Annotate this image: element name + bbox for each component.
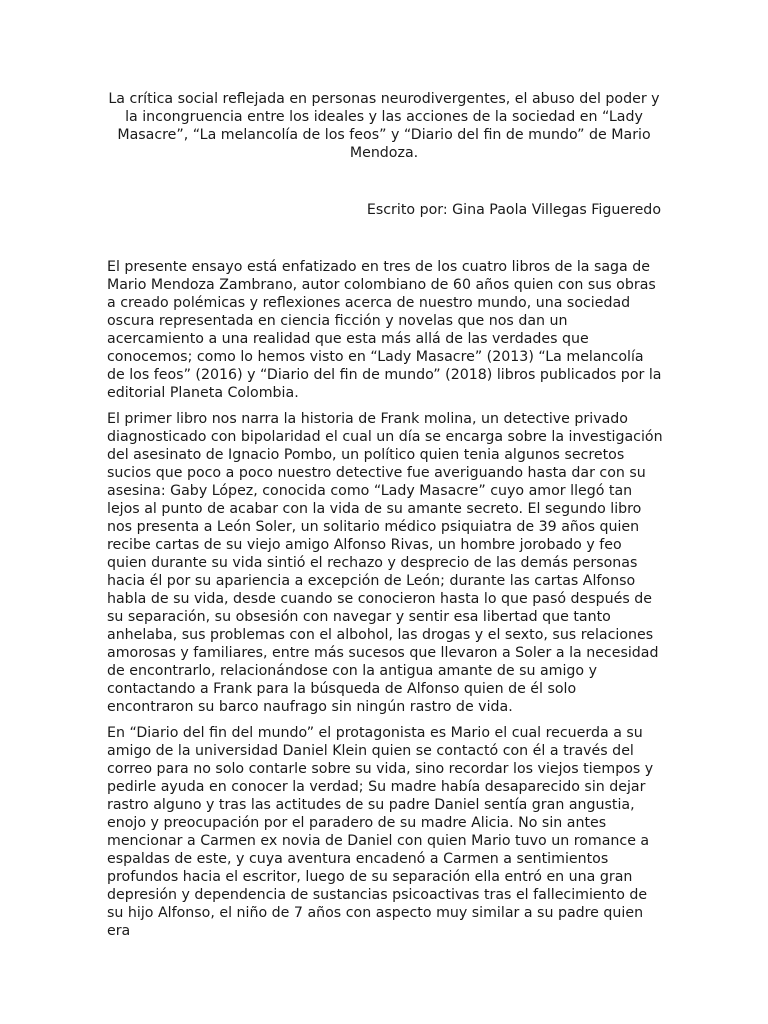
document-title: La crítica social reflejada en personas neurodivergentes, el abuso del poder y la incongruencia entre los ideales y las acciones de la sociedad en “Lady Masacre”, “La melancolía de los feos” y “Diario del fin de mundo” de Mario Mendoza. [108,91,660,161]
author-line: Escrito por: Gina Paola Villegas Figueredo [366,202,661,218]
paragraph-3: En “Diario del fin del mundo” el protagonista es Mario el cual recuerda a su amigo de la universidad Daniel Klein quien se contactó con él a través del correo para no solo contarle sobre su vida, sino recordar los viejos tiempos y pedirle ayuda en conocer la verdad; Su madre había desaparecido sin dejar rastro alguno y tras las actitudes de su padre Daniel sentía gran angustia, enojo y preocupación por el paradero de su madre Alicia. No sin antes mencionar a Carmen ex novia de Daniel con quien Mario tuvo un romance a espaldas de este, y cuya aventura encadenó a Carmen a sentimientos profundos hacia el escritor, luego de su separación ella entró en una gran depresión y dependencia de sustancias psicoactivas tras el fallecimiento de su hijo Alfonso, el niño de 7 años con aspecto muy similar a su padre quien era [107,725,654,939]
paragraph-2: El primer libro nos narra la historia de Frank molina, un detective privado diagnosticado con bipolaridad el cual un día se encarga sobre la investigación del asesinato de Ignacio Pombo, un político quien tenia algunos secretos sucios que poco a poco nuestro detective fue averiguando hasta dar con su asesina: Gaby López, conocida como “Lady Masacre” cuyo amor llegó tan lejos al punto de acabar con la vida de su amante secreto. El segundo libro nos presenta a León Soler, un solitario médico psiquiatra de 39 años quien recibe cartas de su viejo amigo Alfonso Rivas, un hombre jorobado y feo quien durante su vida sintió el rechazo y desprecio de las demás personas hacia él por su apariencia a excepción de León; durante las cartas Alfonso habla de su vida, desde cuando se conocieron hasta lo que pasó después de su separación, su obsesión con navegar y sentir esa libertad que tanto anhelaba, sus problemas con el albohol, las drogas y el sexto, sus relaciones amorosas y familiares, entre más sucesos que llevaron a Soler a la necesidad de encontrarlo, relacionándose con la antigua amante de su amigo y contactando a Frank para la búsqueda de Alfonso quien de él solo encontraron su barco naufrago sin ningún rastro de vida. [107,411,663,715]
paragraph-1: El presente ensayo está enfatizado en tres de los cuatro libros de la saga de Mario Mendoza Zambrano, autor colombiano de 60 años quien con sus obras a creado polémicas y reflexiones acerca de nuestro mundo, una sociedad oscura representada en ciencia ficción y novelas que nos dan un acercamiento a una realidad que esta más allá de las verdades que conocemos; como lo hemos visto en “Lady Masacre” (2013) “La melancolía de los feos” (2016) y “Diario del fin de mundo” (2018) libros publicados por la editorial Planeta Colombia. [107,259,662,401]
